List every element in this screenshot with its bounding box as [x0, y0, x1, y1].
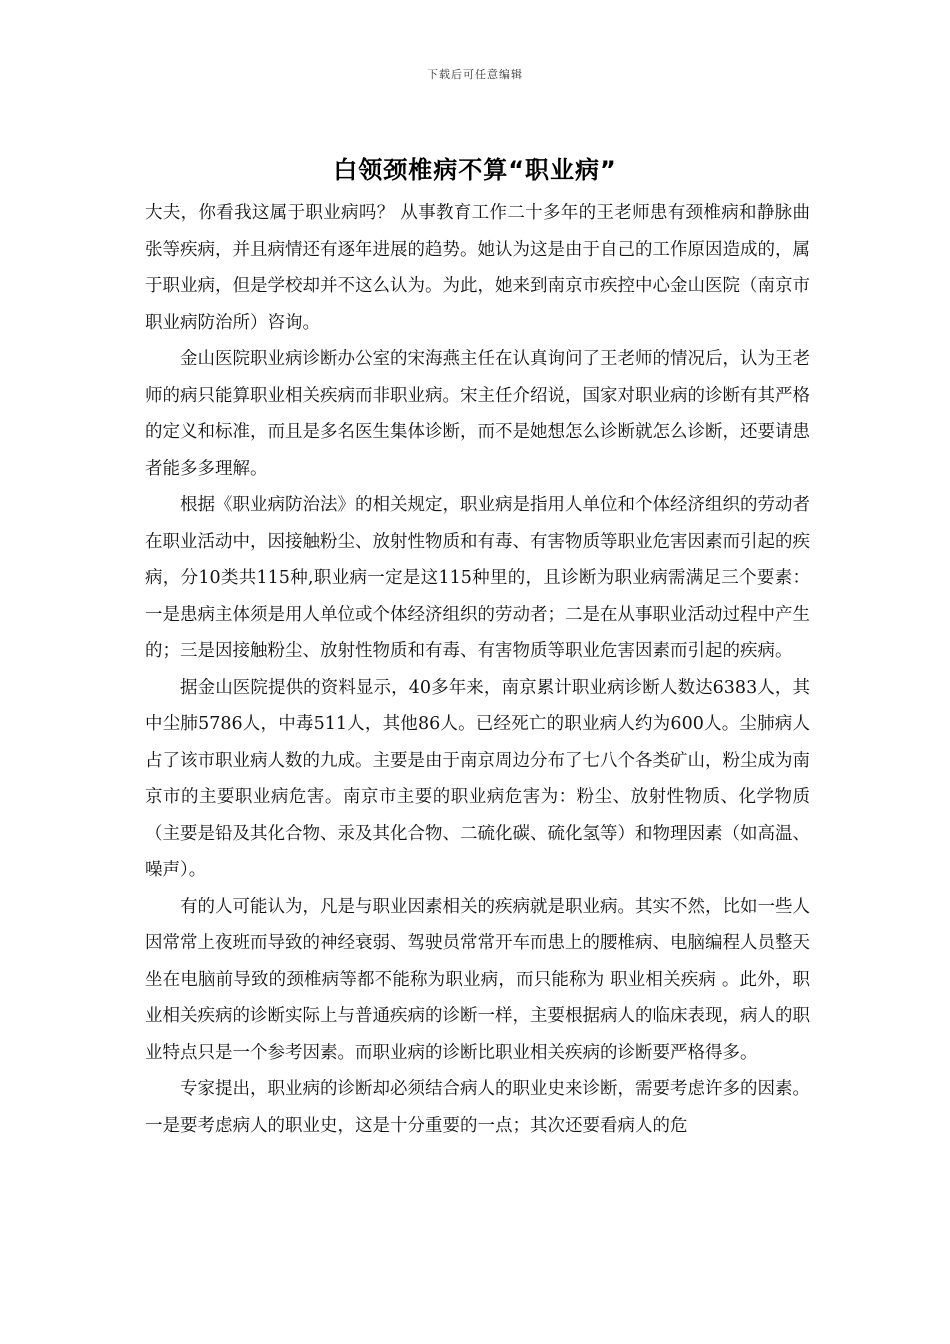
paragraph-3: 根据《职业病防治法》的相关规定，职业病是指用人单位和个体经济组织的劳动者在职业活动中，因接触粉尘、放射性物质和有毒、有害物质等职业危害因素而引起的疾病，分10类共115种,职业病一定是这115种里的，且诊断为职业病需满足三个要素：一是患病主体须是用人单位或个体经济组织的劳动者；二是在从事职业活动过程中产生的；三是因接触粉尘、放射性物质和有毒、有害物质等职业危害因素而引起的疾病。: [145, 495, 810, 661]
paragraph-5: 有的人可能认为，凡是与职业因素相关的疾病就是职业病。其实不然，比如一些人因常常上夜班而导致的神经衰弱、驾驶员常常开车而患上的腰椎病、电脑编程人员整天坐在电脑前导致的颈椎病等都不能称为职业病，而只能称为 职业相关疾病 。此外，职业相关疾病的诊断实际上与普通疾病的诊断一样，主要根据病人的临床表现，病人的职业特点只是一个参考因素。而职业病的诊断比职业相关疾病的诊断要严格得多。: [145, 896, 810, 1063]
paragraph-4: 据金山医院提供的资料显示，40多年来，南京累计职业病诊断人数达6383人，其中尘肺5786人，中毒511人，其他86人。已经死亡的职业病人约为600人。尘肺病人占了该市职业病人数的九成。主要是由于南京周边分布了七八个各类矿山，粉尘成为南京市的主要职业病危害。南京市主要的职业病危害为：粉尘、放射性物质、化学物质（主要是铅及其化合物、汞及其化合物、二硫化碳、硫化氢等）和物理因素（如高温、噪声）。: [145, 677, 810, 880]
paragraph-2: 金山医院职业病诊断办公室的宋海燕主任在认真询问了王老师的情况后，认为王老师的病只能算职业相关疾病而非职业病。宋主任介绍说，国家对职业病的诊断有其严格的定义和标准，而且是多名医生集体诊断，而不是她想怎么诊断就怎么诊断，还要请患者能多多理解。: [145, 349, 810, 479]
article-title: 白领颈椎病不算“职业病”: [333, 156, 617, 184]
article-body: [145, 195, 810, 1144]
paragraph-1: 大夫，你看我这属于职业病吗？ 从事教育工作二十多年的王老师患有颈椎病和静脉曲张等疾病，并且病情还有逐年进展的趋势。她认为这是由于自己的工作原因造成的，属于职业病，但是学校却并不这么认为。为此，她来到南京市疾控中心金山医院（南京市职业病防治所）咨询。: [145, 203, 810, 333]
paragraph-6: 专家提出，职业病的诊断却必须结合病人的职业史来诊断，需要考虑许多的因素。一是要考虑病人的职业史，这是十分重要的一点；其次还要看病人的危: [145, 1079, 810, 1136]
header-note: 下载后可任意编辑: [427, 68, 523, 81]
